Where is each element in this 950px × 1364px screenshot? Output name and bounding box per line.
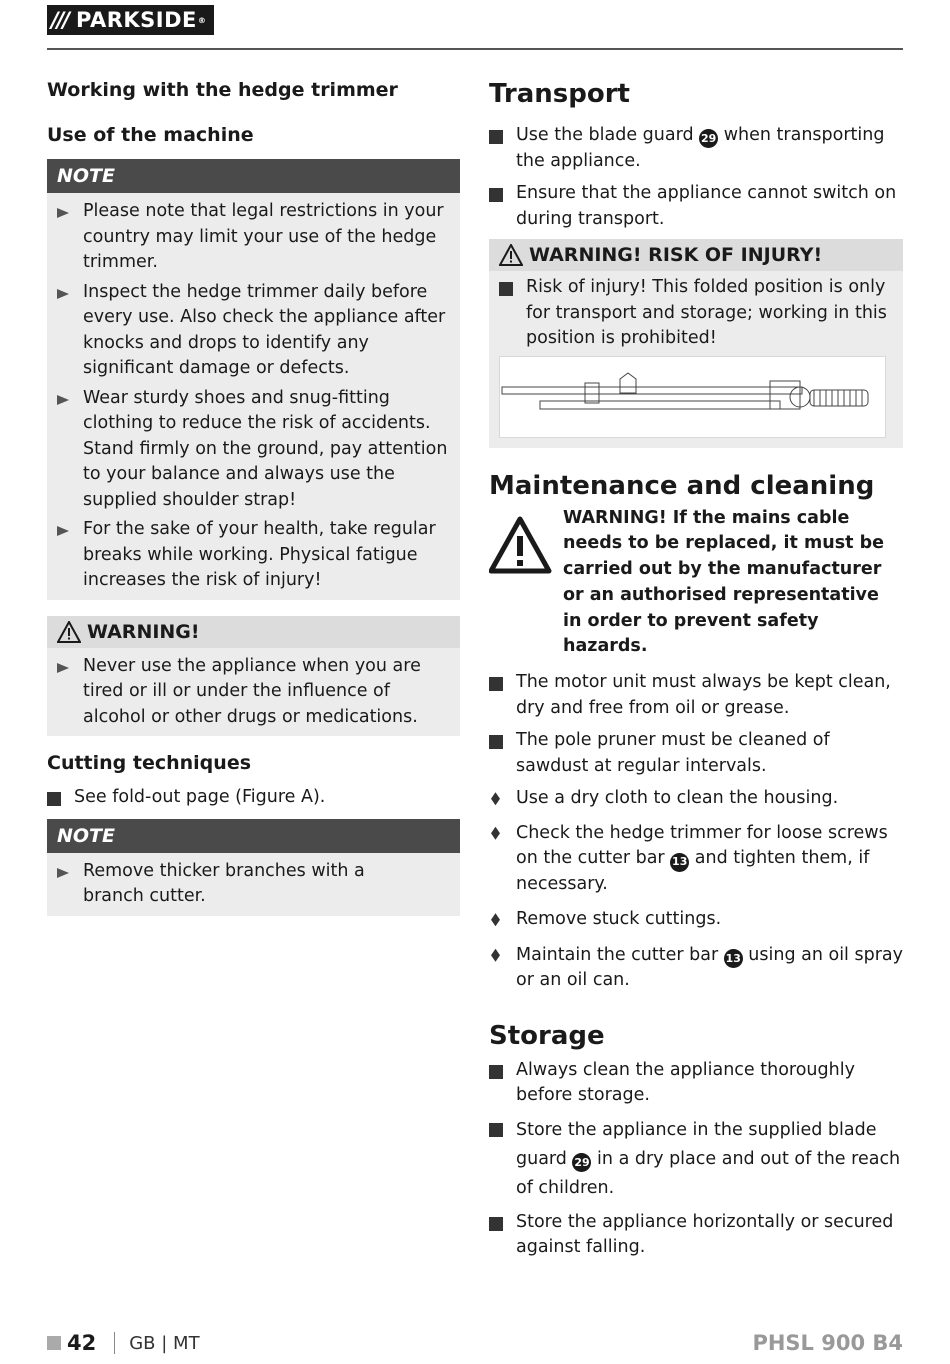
square-bullet-icon [47, 792, 61, 806]
square-bullet-icon [489, 1217, 503, 1231]
storage-item: Store the appliance in the supplied blade guard 29 in a dry place and out of the reach of children. [489, 1116, 903, 1203]
folded-hedge-trimmer-drawing [500, 357, 886, 437]
square-bullet-icon [489, 1123, 503, 1137]
transport-item: Ensure that the appliance cannot switch on during transport. [489, 181, 903, 232]
arrow-bullet-icon [57, 868, 69, 878]
diamond-bullet-icon [491, 913, 500, 926]
warning-triangle-icon [57, 621, 81, 643]
header-rule [47, 48, 903, 50]
warning-triangle-icon [489, 516, 553, 576]
storage-item: Always clean the appliance thoroughly before storage. [489, 1058, 903, 1109]
storage-item: Store the appliance horizontally or secured against falling. [489, 1210, 903, 1261]
section-title-transport: Transport [489, 79, 630, 109]
footer-square-icon [47, 1336, 61, 1350]
footer-divider [114, 1332, 115, 1354]
folded-appliance-illustration [499, 356, 886, 438]
language-codes: GB | MT [129, 1332, 200, 1354]
note-item: Wear sturdy shoes and snug-fitting clothing to reduce the risk of accidents. Stand firmly on the ground, pay attention to your balance and always use the supplied shoulder strap! [47, 386, 460, 514]
warning-box [47, 616, 460, 737]
section-title-storage: Storage [489, 1020, 605, 1051]
square-bullet-icon [489, 677, 503, 691]
logo-registered-mark: ® [197, 15, 206, 25]
arrow-bullet-icon [57, 663, 69, 673]
risk-warning-header [489, 239, 903, 271]
model-number: PHSL 900 B4 [752, 1331, 903, 1355]
part-number-badge: 29 [572, 1153, 591, 1172]
risk-warning-box [489, 239, 903, 448]
diamond-bullet-icon [491, 949, 500, 962]
page-footer [47, 1328, 903, 1358]
note-box-2 [47, 819, 460, 916]
cutting-item: See fold-out page (Figure A). [47, 785, 460, 811]
note-label: NOTE [47, 819, 460, 853]
maintenance-warning-text: WARNING! If the mains cable needs to be replaced, it must be carried out by the manufacturer or an authorised representative in order to prevent safety hazards. [563, 507, 884, 657]
square-bullet-icon [489, 130, 503, 144]
note-item: Remove thicker branches with a branch cutter. [47, 859, 460, 910]
note-item: Inspect the hedge trimmer daily before every use. Also check the appliance after knocks and drops to identify any significant damage or defects. [47, 280, 460, 382]
note-item: For the sake of your health, take regular breaks while working. Physical fatigue increases the risk of injury! [47, 517, 460, 594]
risk-item: Risk of injury! This folded position is only for transport and storage; working in this position is prohibited! [489, 271, 903, 352]
maintenance-item: Remove stuck cuttings. [489, 907, 903, 933]
section-title-cutting: Cutting techniques [47, 752, 252, 774]
maintenance-item: The motor unit must always be kept clean, dry and free from oil or grease. [489, 670, 903, 721]
section-title-maintenance: Maintenance and cleaning [489, 470, 875, 501]
arrow-bullet-icon [57, 395, 69, 405]
section-title-working: Working with the hedge trimmer [47, 79, 398, 101]
note-item: Please note that legal restrictions in your country may limit your use of the hedge trimmer. [47, 199, 460, 276]
warning-triangle-icon [499, 244, 523, 266]
section-title-use: Use of the machine [47, 124, 254, 146]
maintenance-item: Use a dry cloth to clean the housing. [489, 786, 903, 812]
warning-header [47, 616, 460, 648]
arrow-bullet-icon [57, 208, 69, 218]
page-number: 42 [67, 1331, 97, 1355]
transport-item: Use the blade guard 29 when transporting the appliance. [489, 123, 903, 174]
square-bullet-icon [489, 1065, 503, 1079]
arrow-bullet-icon [57, 289, 69, 299]
risk-warning-label: WARNING! RISK OF INJURY! [529, 244, 823, 266]
part-number-badge: 29 [699, 129, 718, 148]
diamond-bullet-icon [491, 827, 500, 840]
note-label: NOTE [47, 159, 460, 193]
square-bullet-icon [499, 282, 513, 296]
warning-label: WARNING! [87, 620, 200, 643]
maintenance-warning [489, 506, 903, 661]
right-column [489, 76, 903, 1261]
square-bullet-icon [489, 735, 503, 749]
diamond-bullet-icon [491, 792, 500, 805]
warning-item: Never use the appliance when you are tired or ill or under the influence of alcohol or other drugs or medications. [47, 654, 460, 731]
arrow-bullet-icon [57, 526, 69, 536]
maintenance-item: The pole pruner must be cleaned of sawdust at regular intervals. [489, 728, 903, 779]
square-bullet-icon [489, 188, 503, 202]
parkside-logo [47, 5, 214, 35]
maintenance-item: Check the hedge trimmer for loose screws on the cutter bar 13 and tighten them, if necessary. [489, 821, 903, 898]
logo-brand: PARKSIDE [76, 8, 197, 32]
maintenance-item: Maintain the cutter bar 13 using an oil spray or an oil can. [489, 943, 903, 994]
part-number-badge: 13 [670, 853, 689, 872]
left-column [47, 76, 460, 916]
logo-slashes: /// [51, 8, 69, 32]
note-box-1 [47, 159, 460, 600]
part-number-badge: 13 [724, 949, 743, 968]
